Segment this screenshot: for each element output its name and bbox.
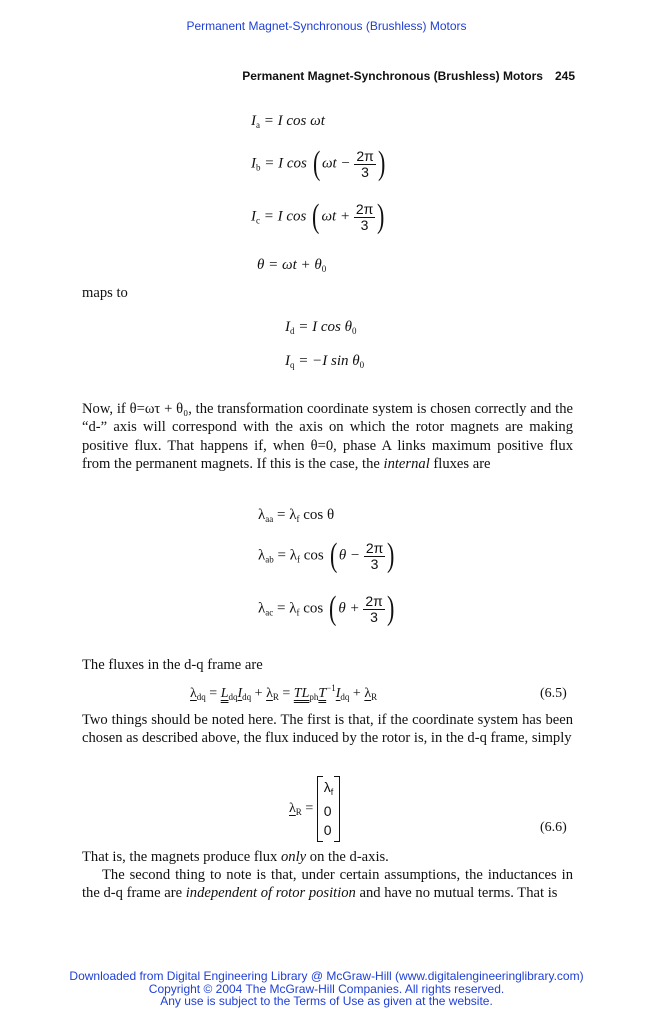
equation-iq bbox=[285, 354, 364, 370]
equation-number-6-5: (6.5) bbox=[540, 686, 567, 701]
running-head-title: Permanent Magnet-Synchronous (Brushless) Motors bbox=[242, 69, 543, 83]
eq-iq-rhs: = −I sin θ bbox=[298, 353, 360, 369]
eq-ia-rhs: = I cos ωt bbox=[263, 113, 325, 129]
eq-ia-sub: a bbox=[256, 120, 260, 130]
equation-number-6-6: (6.6) bbox=[540, 820, 567, 835]
equation-lambda-aa bbox=[258, 508, 334, 524]
eq-iq-rsub: 0 bbox=[359, 360, 365, 370]
eq-ib-rparen: ) bbox=[377, 145, 386, 182]
eq-lac-sub: ac bbox=[265, 607, 274, 618]
footer bbox=[0, 970, 653, 1008]
eq-lac-den: 3 bbox=[370, 608, 378, 625]
eq-ic-fraction bbox=[354, 202, 375, 232]
para3-a: That is, the magnets produce flux bbox=[82, 849, 278, 865]
matrix-row-3: 0 bbox=[323, 822, 332, 838]
para1-end: fluxes are bbox=[433, 455, 491, 472]
eq-ib-num: 2π bbox=[356, 147, 374, 164]
equation-ib bbox=[251, 147, 387, 181]
page-number: 245 bbox=[554, 69, 575, 83]
eq-ic-inner: ωt + bbox=[321, 208, 351, 225]
eq-laa-tail: cos θ bbox=[303, 507, 335, 523]
eq-lac-fraction bbox=[363, 594, 384, 624]
eq-lab-fraction bbox=[364, 541, 385, 571]
eq-ib-lhs: I bbox=[251, 155, 256, 172]
eq-laa-rsub: f bbox=[296, 514, 300, 524]
eq-id-sub: d bbox=[290, 326, 295, 336]
eq-ic-lhs: I bbox=[251, 208, 256, 225]
equation-lambda-ac bbox=[258, 592, 396, 626]
eq-lab-den: 3 bbox=[370, 555, 379, 572]
equation-theta bbox=[257, 258, 326, 274]
eq-id-rsub: 0 bbox=[351, 326, 357, 336]
para3-italic: only bbox=[281, 849, 307, 865]
eq-ic-num: 2π bbox=[355, 200, 374, 217]
maps-to-text: maps to bbox=[82, 285, 128, 301]
eq-lac-rhs: = λ bbox=[277, 600, 297, 617]
eq-laa-lhs: λ bbox=[258, 507, 266, 523]
eq-lab-num: 2π bbox=[365, 539, 384, 556]
eq-lac-lparen: ( bbox=[328, 590, 337, 627]
eq-lab-sub: ab bbox=[265, 554, 274, 565]
eq-lac-lhs: λ bbox=[258, 600, 266, 617]
para4-a: The second thing to note is that, under certain assumptions, the inductances in the d-q frame are bbox=[82, 867, 573, 902]
eq-ib-sub: b bbox=[256, 162, 261, 173]
para1-italic: internal bbox=[383, 455, 430, 472]
eq-id-lhs: I bbox=[285, 319, 290, 335]
eq-iq-lhs: I bbox=[285, 353, 290, 369]
running-head bbox=[0, 69, 575, 83]
matrix-row-1: $\lambda_f$ bbox=[323, 779, 334, 797]
paragraph-transformation bbox=[82, 400, 573, 473]
eq-ic-rhs: = I cos bbox=[263, 208, 307, 225]
eq-theta-sub: 0 bbox=[321, 264, 327, 274]
eq-lab-rsub: f bbox=[297, 554, 301, 565]
eq-ib-inner: ωt − bbox=[321, 155, 351, 172]
equation-lambda-ab bbox=[258, 539, 397, 573]
eq-lac-num: 2π bbox=[365, 592, 383, 609]
rotor-flux-matrix bbox=[317, 776, 341, 842]
para4-italic: independent of rotor position bbox=[185, 885, 356, 902]
eq-iq-sub: q bbox=[290, 360, 295, 370]
eq-lac-tail: cos bbox=[303, 600, 324, 617]
para1-text: Now, if θ=ωτ + θ₀, the transformation coordinate system is chosen correctly and the “d-” axis will correspond with the axis on which the rotor magnets are making positive flux. That happens if, when θ=0, phase A links maximum positive flux from the permanent magnets. If this is the case, the bbox=[82, 401, 573, 472]
eq-lab-rhs: = λ bbox=[277, 547, 298, 564]
eq-ib-lparen: ( bbox=[312, 145, 320, 182]
eq-ib-den: 3 bbox=[361, 163, 369, 180]
eq-ic-den: 3 bbox=[360, 216, 369, 233]
paragraph-magnets-flux bbox=[82, 848, 573, 866]
footer-terms: Any use is subject to the Terms of Use as given at the website. bbox=[160, 994, 493, 1008]
equation-6-5: $\lambda_{dq} = L_{dq}I_{dq} + \lambda_R = TL_{ph}T^{-1}I_{dq} + \lambda_R$ bbox=[190, 683, 378, 702]
eq-ib-fraction bbox=[354, 149, 375, 179]
footer-copyright: Copyright © 2004 The McGraw-Hill Companies. All rights reserved. bbox=[148, 981, 505, 996]
equation-ia bbox=[251, 114, 325, 130]
eq-lac-inner: θ + bbox=[338, 600, 360, 617]
equation-ic bbox=[251, 200, 387, 234]
eq-lab-lhs: λ bbox=[258, 547, 266, 564]
eq-ic-rparen: ) bbox=[377, 198, 385, 235]
eq-lab-tail: cos bbox=[303, 547, 324, 564]
eq-ic-lparen: ( bbox=[312, 198, 320, 235]
eq-lab-lparen: ( bbox=[329, 537, 337, 574]
eq-ib-rhs: = I cos bbox=[264, 155, 307, 172]
para3-b: on the d-axis. bbox=[309, 849, 389, 865]
eq-lac-rsub: f bbox=[296, 607, 300, 618]
eq-laa-sub: aa bbox=[265, 514, 274, 524]
eq-id-rhs: = I cos θ bbox=[298, 319, 352, 335]
eq-lab-rparen: ) bbox=[387, 537, 395, 574]
paragraph-two-things: Two things should be noted here. The first is that, if the coordinate system has been chosen as described above, the flux induced by the rotor is, in the d-q frame, simply bbox=[82, 712, 573, 747]
dq-intro-text: The fluxes in the d-q frame are bbox=[82, 657, 263, 673]
paragraph-inductances bbox=[82, 866, 573, 903]
eq-laa-rhs: = λ bbox=[277, 507, 297, 523]
equation-6-6: $\lambda_R$ = $\lambda_f$ 0 0 bbox=[289, 776, 340, 842]
eq-ic-sub: c bbox=[256, 215, 260, 226]
matrix-row-2: 0 bbox=[323, 803, 332, 819]
eq-lac-rparen: ) bbox=[386, 590, 395, 627]
eq-ia-lhs: I bbox=[251, 113, 256, 129]
para4-b: and have no mutual terms. That is bbox=[359, 885, 558, 902]
top-banner: Permanent Magnet-Synchronous (Brushless) Motors bbox=[186, 19, 467, 33]
eq-theta-text: θ = ωt + θ bbox=[257, 257, 322, 273]
footer-download-link[interactable]: Downloaded from Digital Engineering Library @ McGraw-Hill (www.digitalengineeringlibrary.com) bbox=[69, 969, 584, 983]
eq-lab-inner: θ − bbox=[338, 547, 361, 564]
equation-id bbox=[285, 320, 356, 336]
